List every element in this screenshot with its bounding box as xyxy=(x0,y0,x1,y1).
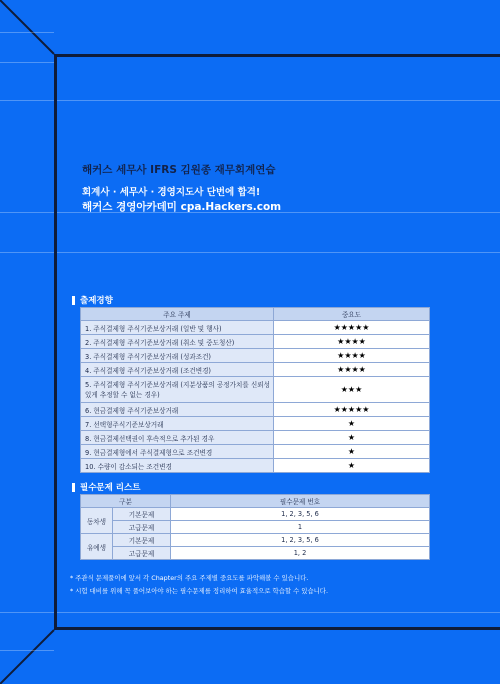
importance-cell: ★ xyxy=(274,431,430,445)
guide-line xyxy=(0,62,54,63)
required-problems-title: 필수문제 리스트 xyxy=(80,483,141,493)
series-title: 해커스 세무사 IFRS 김원종 재무회계연습 xyxy=(82,164,276,176)
group-cell: 동차생 xyxy=(81,508,113,534)
table-row xyxy=(81,445,430,459)
table-row xyxy=(81,349,430,363)
numbers-cell: 1, 2 xyxy=(171,547,430,560)
table-row xyxy=(81,377,430,403)
table-row xyxy=(81,335,430,349)
group-cell: 유예생 xyxy=(81,534,113,560)
required-problems-table xyxy=(80,494,430,560)
col-numbers-header: 필수문제 번호 xyxy=(171,495,430,508)
table-row xyxy=(81,417,430,431)
exam-trend-table xyxy=(80,307,430,473)
importance-cell: ★★★ xyxy=(274,377,430,403)
table-row xyxy=(81,521,430,534)
exam-trend-title: 출제경향 xyxy=(80,296,113,306)
bullet-bar-icon xyxy=(72,296,75,305)
col-type-header: 구분 xyxy=(81,495,171,508)
numbers-cell: 1, 2, 3, 5, 6 xyxy=(171,508,430,521)
topic-cell: 10. 수량이 감소되는 조건변경 xyxy=(81,459,274,473)
table-row xyxy=(81,459,430,473)
note-line: * 주관식 문제풀이에 앞서 각 Chapter의 주요 주제별 중요도를 파악해볼 수 있습니다. xyxy=(70,574,309,582)
table-row xyxy=(81,431,430,445)
table-row xyxy=(81,403,430,417)
note-line: * 시험 대비를 위해 꼭 풀어보아야 하는 필수문제를 정리하여 효율적으로 학습할 수 있습니다. xyxy=(70,587,329,595)
importance-cell: ★ xyxy=(274,459,430,473)
importance-cell: ★★★★ xyxy=(274,363,430,377)
guide-line xyxy=(0,32,54,33)
table-row xyxy=(81,363,430,377)
required-problems-heading xyxy=(72,481,140,493)
numbers-cell: 1 xyxy=(171,521,430,534)
table-row xyxy=(81,547,430,560)
importance-cell: ★★★★★ xyxy=(274,403,430,417)
col-topic-header: 주요 주제 xyxy=(81,308,274,321)
importance-cell: ★★★★ xyxy=(274,349,430,363)
notes xyxy=(70,572,328,598)
topic-cell: 9. 현금결제형에서 주식결제형으로 조건변경 xyxy=(81,445,274,459)
importance-cell: ★★★★★ xyxy=(274,321,430,335)
topic-cell: 7. 선택형주식기준보상거래 xyxy=(81,417,274,431)
importance-cell: ★★★★ xyxy=(274,335,430,349)
bullet-bar-icon xyxy=(72,483,75,492)
topic-cell: 5. 주식결제형 주식기준보상거래 (지분상품의 공정가치를 신뢰성 있게 추정할 수 없는 경우) xyxy=(81,377,274,403)
topic-cell: 2. 주식결제형 주식기준보상거래 (취소 및 중도청산) xyxy=(81,335,274,349)
kind-cell: 기본문제 xyxy=(113,534,171,547)
table-row xyxy=(81,321,430,335)
tagline: 회계사 · 세무사 · 경영지도사 단번에 합격! xyxy=(82,187,261,198)
table-row xyxy=(81,508,430,521)
guide-line xyxy=(0,650,54,651)
kind-cell: 고급문제 xyxy=(113,521,171,534)
numbers-cell: 1, 2, 3, 5, 6 xyxy=(171,534,430,547)
academy-url: 해커스 경영아카데미 cpa.Hackers.com xyxy=(82,201,282,213)
importance-cell: ★ xyxy=(274,417,430,431)
topic-cell: 8. 현금결제선택권이 후속적으로 추가된 경우 xyxy=(81,431,274,445)
importance-cell: ★ xyxy=(274,445,430,459)
table-row xyxy=(81,534,430,547)
topic-cell: 4. 주식결제형 주식기준보상거래 (조건변경) xyxy=(81,363,274,377)
topic-cell: 1. 주식결제형 주식기준보상거래 (일반 및 행사) xyxy=(81,321,274,335)
col-importance-header: 중요도 xyxy=(274,308,430,321)
topic-cell: 6. 현금결제형 주식기준보상거래 xyxy=(81,403,274,417)
topic-cell: 3. 주식결제형 주식기준보상거래 (성과조건) xyxy=(81,349,274,363)
exam-trend-heading xyxy=(72,294,113,306)
kind-cell: 기본문제 xyxy=(113,508,171,521)
kind-cell: 고급문제 xyxy=(113,547,171,560)
